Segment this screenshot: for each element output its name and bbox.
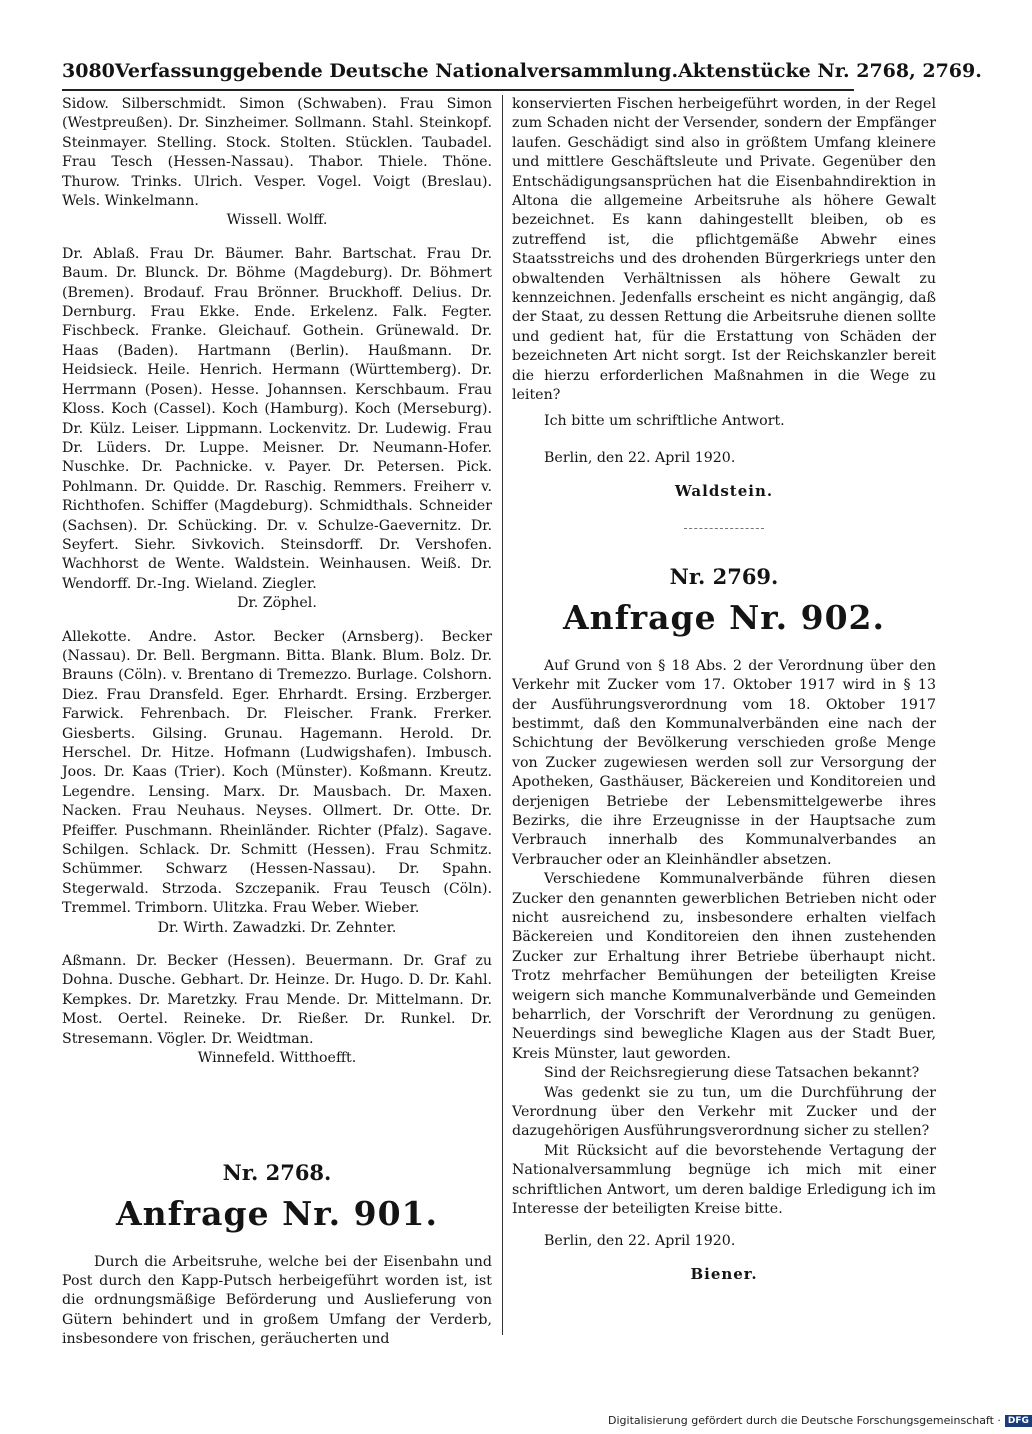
name-list-last-line: Dr. Zöphel. xyxy=(237,595,317,612)
dfg-logo-icon: DFG xyxy=(1005,1415,1032,1427)
name-list-text: Sidow. Silberschmidt. Simon (Schwaben). Frau Simon (Westpreußen). Dr. Sinzheimer. Sollmann. Stahl. Steinkopf. Steinmayer. Stelling. Stock. Stolten. Stücklen. Taubadel. Frau Tesch (Hessen-Nassau). Thabor. Thiele. Thöne. Thurow. Trinks. Ulrich. Vesper. Vogel. Voigt (Breslau). Wels. Winkelmann. xyxy=(62,96,492,210)
anfrage-902-paragraph: Verschiedene Kommunalverbände führen diesen Zucker den genannten gewerblichen Betrieben nicht oder nicht ausreichend zu, insbesondere erhalten vielfach Bäckereien und Konditoreien den ihnen zustehenden Zucker zur Erhaltung ihrer Betriebe überhaupt nicht. Trotz mehrfacher Bemühungen der beteiligten Kreise weigern sich manche Kommunalverbände und Gemeinden beharrlich, der Vorschrift der Verordnung zu genügen. Neuerdings sind bewegliche Klagen aus der Stadt Buer, Kreis Münster, laut geworden. xyxy=(512,871,936,1062)
date-901: Berlin, den 22. April 1920. xyxy=(544,449,736,466)
anfrage-902-question: Sind der Reichsregierung diese Tatsachen bekannt? xyxy=(544,1065,920,1082)
name-list-last-line: Winnefeld. Witthoefft. xyxy=(197,1050,357,1067)
name-list-block xyxy=(62,952,492,1068)
section-separator xyxy=(684,528,764,529)
running-title: Verfassunggebende Deutsche Nationalversammlung. xyxy=(114,60,679,82)
name-list-text: Allekotte. Andre. Astor. Becker (Arnsberg). Becker (Nassau). Dr. Bell. Bergmann. Bitta. Blank. Blum. Bolz. Dr. Brauns (Cöln). v. Brentano di Tremezzo. Burlage. Colshorn. Diez. Frau Dransfeld. Eger. Ehrhardt. Ersing. Erzberger. Farwick. Fehrenbach. Dr. Fleischer. Frank. Frerker. Giesberts. Gilsing. Grunau. Hagemann. Herold. Dr. Herschel. Dr. Hitze. Hofmann (Ludwigshafen). Imbusch. Joos. Dr. Kaas (Trier). Koch (Münster). Koßmann. Kreutz. Legendre. Lensing. Marx. Dr. Mausbach. Dr. Maxen. Nacken. Frau Neuhaus. Neyses. Ollmert. Dr. Otte. Dr. Pfeiffer. Puschmann. Rheinländer. Richter (Pfalz). Sagave. Schilgen. Schlack. Dr. Schmitt (Hessen). Frau Schmitz. Schümmer. Schwarz (Hessen-Nassau). Dr. Spahn. Stegerwald. Strzoda. Szczepanik. Frau Teusch (Cöln). Tremmel. Trimborn. Ulitzka. Frau Weber. Wieber. xyxy=(62,628,492,917)
anfrage-title-901: Anfrage Nr. 901. xyxy=(116,1193,438,1233)
left-column xyxy=(62,95,492,1350)
anfrage-901-continuation: konservierten Fischen herbeigeführt worden, in der Regel zum Schaden nicht der Versender, sondern der Empfänger laufen. Geschädigt sind also in größtem Umfang kleinere und mittlere Geschäftsleute und Private. Gegenüber den Entschädigungsansprüchen hat die Eisenbahndirektion in Altona die allgemeine Arbeitsruhe als höhere Gewalt bezeichnet. Es kann dahingestellt bleiben, ob es zutreffend ist, die pflichtgemäße Abwehr eines Staatsstreichs und des drohenden Bürgerkriegs unter den obwaltenden Verhältnissen als höhere Gewalt zu kennzeichnen. Jedenfalls erscheint es nicht angängig, daß der Staat, zu dessen Rettung die Arbeitsruhe dienen sollte und gedient hat, für die Erstattung von Schäden der bezeichneten Art nicht sorgt. Ist der Reichskanzler bereit die hierzu erforderlichen Maßnahmen in die Wege zu leiten? xyxy=(512,96,936,404)
answer-request: Ich bitte um schriftliche Antwort. xyxy=(544,412,785,429)
anfrage-901-paragraph: Durch die Arbeitsruhe, welche bei der Eisenbahn und Post durch den Kapp-Putsch herbeigeführt worden ist, ist die ordnungsmäßige Beförderung und Auslieferung von Gütern behindert und in großem Umfang der Verderb, insbesondere von frischen, geräucherten und xyxy=(62,1253,492,1348)
page-header xyxy=(62,60,982,82)
document-number-2768: Nr. 2768. xyxy=(222,1159,332,1185)
anfrage-902-paragraph: Auf Grund von § 18 Abs. 2 der Verordnung über den Verkehr mit Zucker vom 17. Oktober 1917 wird in § 13 der Ausführungsverordnung vom 18. Oktober 1917 bestimmt, daß den Kommunalverbänden eine nach der Schichtung der Bevölkerung verschieden große Menge von Zucker zugewiesen werden soll zur Versorgung der Apotheken, Gasthäuser, Bäckereien und Konditoreien und derjenigen Betriebe der Lebensmittelgewerbe ihres Bezirks, die ihre Erzeugnisse in der Hauptsache zum Verbrauch innerhalb des Kommunalverbandes an Verbraucher oder an Kleinhändler absetzen. xyxy=(512,657,936,868)
footer-text: Digitalisierung gefördert durch die Deutsche Forschungsgemeinschaft · xyxy=(608,1414,1001,1427)
name-list-last-line: Wissell. Wolff. xyxy=(226,212,328,229)
name-list-block xyxy=(62,245,492,614)
anfrage-title-902: Anfrage Nr. 902. xyxy=(563,597,885,637)
name-list-last-line: Dr. Wirth. Zawadzki. Dr. Zehnter. xyxy=(157,919,397,936)
name-list-block xyxy=(62,95,492,231)
name-list-block xyxy=(62,628,492,939)
header-rule xyxy=(62,89,854,91)
spacer xyxy=(62,1083,492,1159)
anfrage-902-question: Was gedenkt sie zu tun, um die Durchführung der Verordnung über den Verkehr mit Zucker und der dazugehörigen Ausführungsverordnung sicher zu stellen? xyxy=(512,1084,936,1140)
page-number: 3080 xyxy=(62,60,115,82)
digitization-footer xyxy=(608,1414,1032,1427)
anfrage-902-paragraph: Mit Rücksicht auf die bevorstehende Vertagung der Nationalversammlung begnüge ich mich mit einer schriftlichen Antwort, um deren baldige Erledigung ich im Interesse der beteiligten Kreise bitte. xyxy=(512,1142,936,1218)
signature-biener: Biener. xyxy=(690,1264,758,1283)
column-divider xyxy=(502,95,503,1335)
right-column xyxy=(512,95,936,1284)
name-list-text: Aßmann. Dr. Becker (Hessen). Beuermann. Dr. Graf zu Dohna. Dusche. Gebhart. Dr. Heinze. Dr. Hugo. D. Dr. Kahl. Kempkes. Dr. Maretzky. Frau Mende. Dr. Mittelmann. Dr. Most. Oertel. Reineke. Dr. Rießer. Dr. Runkel. Dr. Stresemann. Vögler. Dr. Weidtman. xyxy=(62,953,492,1047)
name-list-text: Dr. Ablaß. Frau Dr. Bäumer. Bahr. Bartschat. Frau Dr. Baum. Dr. Blunck. Dr. Böhme (Magdeburg). Dr. Böhmert (Bremen). Brodauf. Frau Brönner. Bruckhoff. Delius. Dr. Dernburg. Frau Ekke. Ende. Erkelenz. Falk. Fegter. Fischbeck. Franke. Gleichauf. Gothein. Grünewald. Dr. Haas (Baden). Hartmann (Berlin). Haußmann. Dr. Heidsieck. Heile. Henrich. Hermann (Württemberg). Dr. Herrmann (Posen). Hesse. Johannsen. Kerschbaum. Frau Kloss. Koch (Cassel). Koch (Hamburg). Koch (Merseburg). Dr. Külz. Leiser. Lippmann. Lockenvitz. Dr. Ludewig. Frau Dr. Lüders. Dr. Luppe. Meisner. Dr. Neumann-Hofer. Nuschke. Dr. Pachnicke. v. Payer. Dr. Petersen. Pick. Pohlmann. Dr. Quidde. Dr. Raschig. Remmers. Freiherr v. Richthofen. Schiffer (Magdeburg). Schmidthals. Schneider (Sachsen). Dr. Schücking. Dr. v. Schulze-Gaevernitz. Dr. Seyfert. Siehr. Sivkovich. Steinsdorff. Dr. Vershofen. Wachhorst de Wente. Waldstein. Weinhausen. Weiß. Dr. Wendorff. Dr.-Ing. Wieland. Ziegler. xyxy=(62,245,492,592)
signature-waldstein: Waldstein. xyxy=(674,482,774,501)
date-902: Berlin, den 22. April 1920. xyxy=(544,1232,736,1249)
document-number-2769: Nr. 2769. xyxy=(669,563,779,589)
document-numbers: Aktenstücke Nr. 2768, 2769. xyxy=(678,60,982,82)
